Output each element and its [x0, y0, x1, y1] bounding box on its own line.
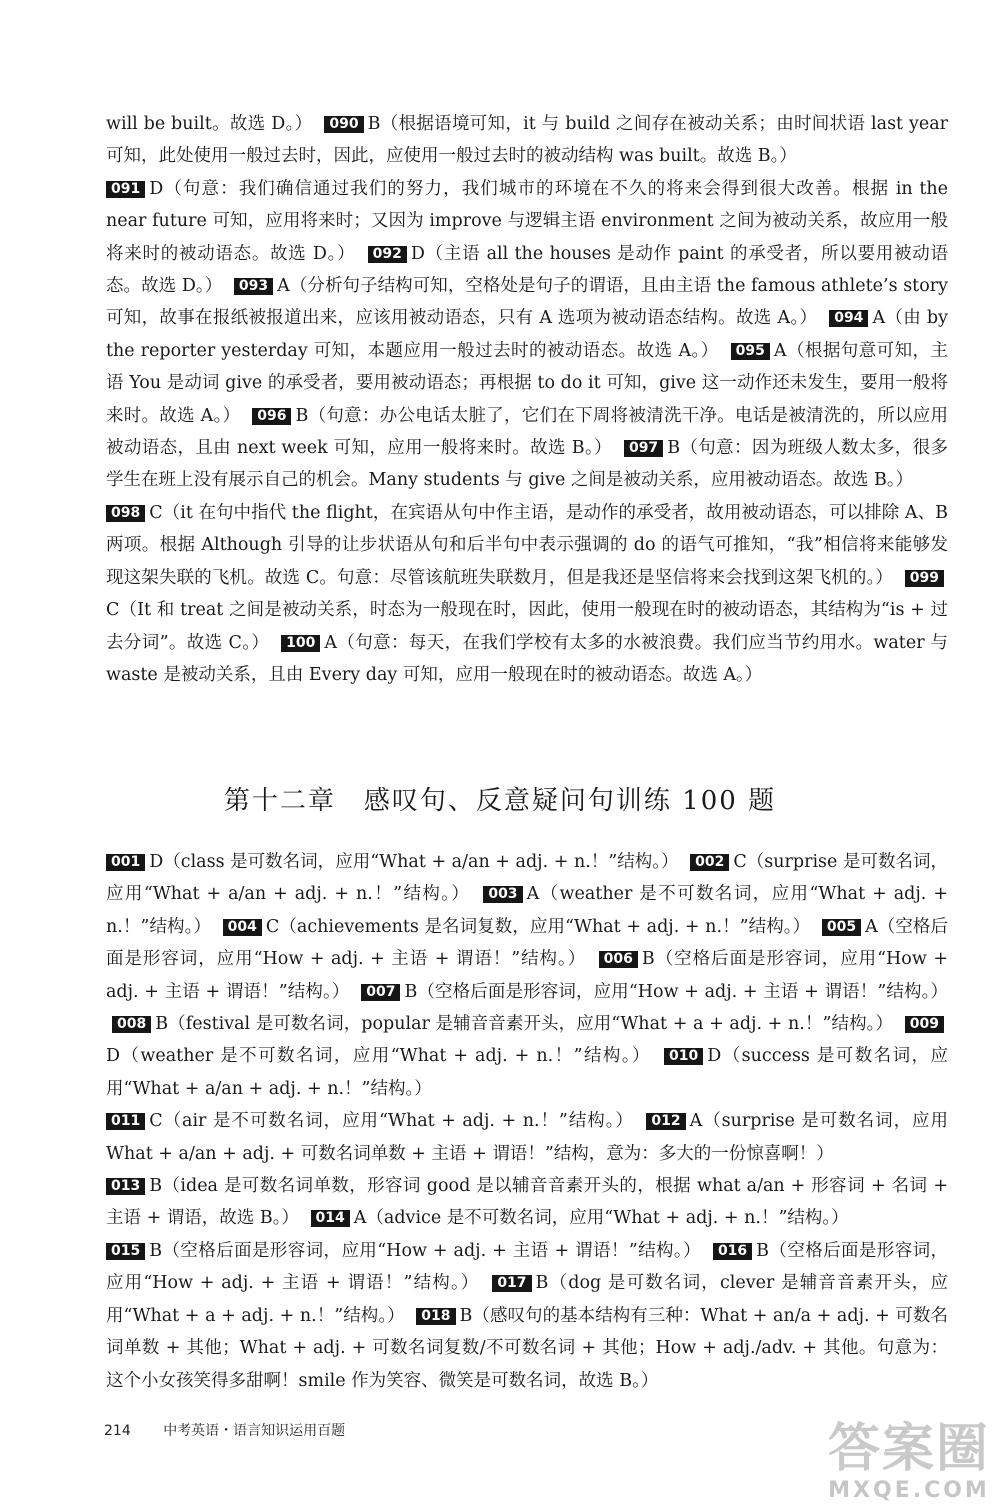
question-number-badge: 091: [106, 181, 145, 198]
page-number: 214: [104, 1423, 131, 1439]
question-number-badge: 016: [713, 1243, 752, 1260]
answer-text: A（surprise 是可数名词，应用 What + a/an + adj. + 可数名词单数 + 主语 + 谓语！”结构，意为：多大的一份惊喜啊！）: [106, 1111, 948, 1164]
answer-text: C（achievements 是名词复数，应用“What + adj. + n.！”结构。）: [265, 916, 811, 937]
answer-text: A（句意：每天，在我们学校有太多的水被浪费。我们应当节约用水。water 与 waste 是被动关系，且由 Every day 可知，应用一般现在时的被动语态。故选 A。）: [106, 632, 948, 685]
answer-item: [305, 1208, 849, 1228]
question-number-badge: 002: [690, 854, 729, 871]
watermark-logo: [828, 1420, 990, 1503]
question-number-badge: 099: [905, 570, 944, 587]
answer-text: D（句意：我们确信通过我们的努力，我们城市的环境在不久的将来会得到很大改善。根据 in the near future 可知，应用将来时；又因为 improve 与逻辑主语 environment 之间为被动关系，故应用一般将来时的被动语态。故选 D。）: [106, 178, 948, 264]
question-number-badge: 018: [416, 1308, 455, 1325]
watermark-main: 答案圈: [827, 1419, 990, 1479]
question-number-badge: 017: [492, 1275, 531, 1292]
question-number-badge: 014: [311, 1210, 350, 1227]
book-title: 中考英语・语言知识运用百题: [163, 1423, 346, 1439]
question-number-badge: 007: [361, 984, 400, 1001]
answer-text: C（surprise 是可数名词，应用“What + a/an + adj. + n.！”结构。）: [106, 852, 948, 905]
question-number-badge: 096: [252, 408, 291, 425]
answer-text: A（空格后面是形容词，应用“How + adj. + 主语 + 谓语！”结构。）: [106, 916, 948, 970]
question-number-badge: 093: [234, 278, 273, 295]
question-number-badge: 004: [223, 919, 262, 936]
question-number-badge: 011: [106, 1113, 145, 1130]
question-number-badge: 100: [281, 635, 320, 652]
answer-text: D（success 是可数名词，应用“What + a/an + adj. + n.！”结构。）: [106, 1046, 948, 1099]
question-number-badge: 003: [483, 886, 522, 903]
answer-text: A（advice 是不可数名词，应用“What + adj. + n.！”结构。）: [353, 1208, 849, 1229]
question-number-badge: 092: [368, 246, 407, 263]
question-number-badge: 013: [106, 1178, 145, 1195]
watermark-domain: MXQE.COM: [828, 1478, 990, 1503]
answer-item: [355, 982, 948, 1002]
answer-item: [106, 1014, 893, 1034]
answer-text: B（句意：因为班级人数太多，很多学生在班上没有展示自己的机会。Many students 与 give 之间是被动关系，应用被动语态。故选 B。）: [106, 438, 949, 491]
answer-item: [106, 276, 948, 328]
answer-text: B（idea 是可数名词单数，形容词 good 是以辅音音素开头的，根据 what a/an + 形容词 + 名词 + 主语 + 谓语，故选 B。）: [106, 1176, 948, 1229]
answer-text: D（weather 是不可数名词，应用“What + adj. + n.！”结构。）: [106, 1046, 651, 1067]
question-number-badge: 098: [106, 505, 145, 522]
answer-text: D（class 是可数名词，应用“What + a/an + adj. + n.！”结构。）: [149, 852, 679, 872]
answer-text: A（分析句子结构可知，空格处是句子的谓语，且由主语 the famous athlete’s story 可知，故事在报纸被报道出来，应该用被动语态，只有 A 选项为被动语态结构。故选 A。）: [106, 276, 948, 329]
answer-item: [217, 917, 811, 937]
question-number-badge: 094: [829, 310, 868, 327]
answer-text: B（空格后面是形容词，应用“How + adj. + 主语 + 谓语！”结构。）: [106, 949, 948, 1002]
question-number-badge: 097: [624, 440, 663, 457]
answer-text: A（根据句意可知，主语 You 是动词 give 的承受者，要用被动语态；再根据 to do it 可知，give 这一动作还未发生，要用一般将来时。故选 A。）: [106, 340, 948, 426]
answer-text: C（air 是不可数名词，应用“What + adj. + n.！”结构。）: [149, 1111, 634, 1132]
answer-text: B（句意：办公电话太脏了，它们在下周将被清洗干净。电话是被清洗的，所以应用被动语态，且由 next week 可知，应用一般将来时。故选 B。）: [106, 405, 948, 459]
answer-text: D（主语 all the houses 是动作 paint 的承受者，所以要用被动语态。故选 D。）: [106, 243, 948, 297]
question-number-badge: 015: [106, 1243, 145, 1260]
answer-text: C（it 在句中指代 the flight，在宾语从句中作主语，是动作的承受者，故用被动语态，可以排除 A、B 两项。根据 Although 引导的让步状语从句和后半句中表示强调的 do 的语气可推知，“我”相信将来能够发现这架失联的飞机。故选 C。句意：尽管该航班失联数月，但是我还是坚信将来会找到这架飞机的。）: [106, 502, 948, 588]
answer-text: B（festival 是可数名词，popular 是辅音音素开头，应用“What + a + adj. + n.！”结构。）: [155, 1014, 894, 1035]
answer-text: B（根据语境可知，it 与 build 之间存在被动关系；由时间状语 last year 可知，此处使用一般过去时，因此，应使用一般过去时的被动结构 was built。故选 B。）: [106, 114, 948, 167]
answer-text: C（It 和 treat 之间是被动关系，时态为一般现在时，因此，使用一般现在时的被动语态，其结构为“is + 过去分词”。故选 C。）: [106, 600, 948, 653]
question-number-badge: 012: [646, 1113, 685, 1130]
answer-section-passive-voice: [106, 108, 948, 691]
answer-text: B（空格后面是形容词，应用“How + adj. + 主语 + 谓语！”结构。）: [149, 1240, 701, 1261]
page-footer: [104, 1420, 345, 1440]
answer-text: B（空格后面是形容词，应用“How + adj. + 主语 + 谓语！”结构。）: [106, 1240, 948, 1294]
answer-item: [106, 852, 679, 872]
chapter-title: 第十二章 感叹句、反意疑问句训练 100 题: [223, 786, 777, 816]
answer-text: will be built。故选 D。）: [106, 114, 313, 134]
answer-item: [106, 1111, 634, 1131]
answer-text: B（感叹句的基本结构有三种：What + an/a + adj. + 可数名词单数 + 其他；What + adj. + 可数名词复数/不可数名词 + 其他；How + adj./adv. + 其他。句意为：这个小女孩笑得多甜啊！smile 作为笑容、微笑是可数名词，故选 B。）: [106, 1305, 949, 1391]
question-number-badge: 001: [106, 854, 145, 871]
question-number-badge: 008: [112, 1016, 151, 1033]
answer-text: A（weather 是不可数名词，应用“What + adj. + n.！”结构。）: [106, 884, 948, 937]
answer-item-lead: [106, 114, 318, 134]
answer-text: B（dog 是可数名词，clever 是辅音音素开头，应用“What + a + adj. + n.！”结构。）: [106, 1273, 948, 1326]
question-number-badge: 010: [664, 1048, 703, 1065]
question-number-badge: 005: [822, 919, 861, 936]
answer-text: B（空格后面是形容词，应用“How + adj. + 主语 + 谓语！”结构。）: [404, 981, 948, 1002]
answer-item: [106, 1241, 701, 1261]
question-number-badge: 090: [324, 116, 363, 133]
question-number-badge: 095: [731, 343, 770, 360]
answer-text: A（由 by the reporter yesterday 可知，本题应用一般过去时的被动语态。故选 A。）: [106, 308, 948, 361]
question-number-badge: 006: [599, 951, 638, 968]
answer-item: [106, 503, 948, 588]
question-number-badge: 009: [905, 1016, 944, 1033]
answer-section-exclamatory: [106, 846, 948, 1397]
